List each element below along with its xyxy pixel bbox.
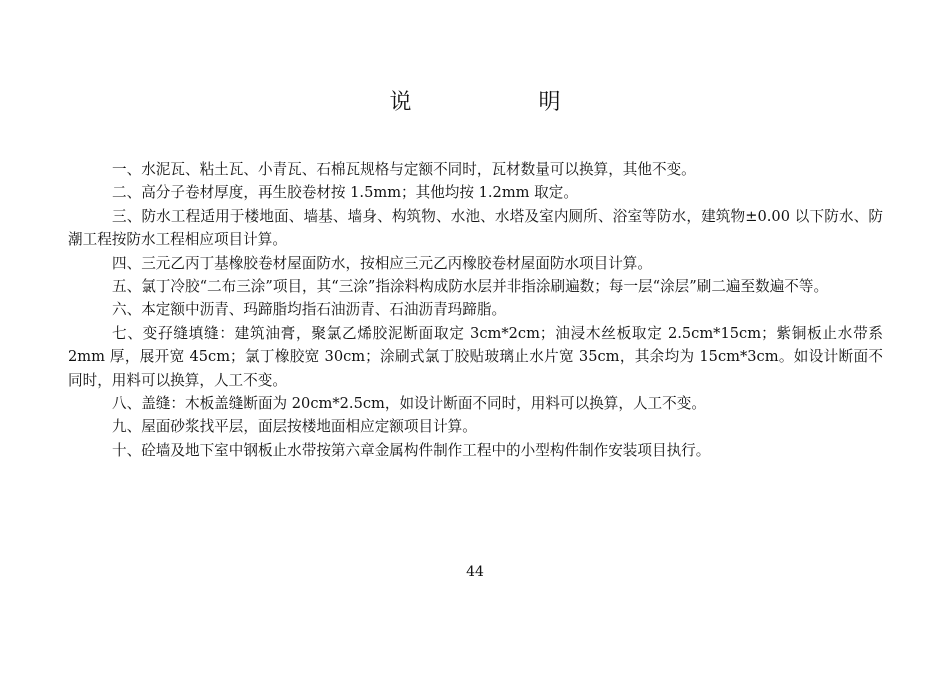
paragraph-2: 二、高分子卷材厚度，再生胶卷材按 1.5mm；其他均按 1.2mm 取定。 (112, 184, 578, 202)
paragraph-9: 九、屋面砂浆找平层，面层按楼地面相应定额项目计算。 (112, 418, 477, 436)
paragraph-8: 八、盖缝：木板盖缝断面为 20cm*2.5cm，如设计断面不同时，用料可以换算，人工不变。 (112, 395, 706, 413)
paragraph-10: 十、砼墙及地下室中钢板止水带按第六章金属构件制作工程中的小型构件制作安装项目执行。 (112, 441, 711, 459)
page-title: 说 明 (389, 90, 621, 115)
paragraph-1: 一、水泥瓦、粘土瓦、小青瓦、石棉瓦规格与定额不同时，瓦材数量可以换算，其他不变。 (112, 161, 696, 178)
page-number: 44 (466, 564, 484, 580)
paragraph-5: 五、氯丁冷胶“二布三涂”项目，其“三涂”指涂料构成防水层并非指涂刷遍数；每一层“涂层”刷二遍至数遍不等。 (112, 278, 829, 296)
paragraph-4: 四、三元乙丙丁基橡胶卷材屋面防水，按相应三元乙丙橡胶卷材屋面防水项目计算。 (112, 254, 652, 272)
paragraph-3: 三、防水工程适用于楼地面、墙基、墙身、构筑物、水池、水塔及室内厕所、浴室等防水，建筑物±0.00 以下防水、防潮工程按防水工程相应项目计算。 (68, 207, 883, 249)
paragraph-6: 六、本定额中沥青、玛蹄脂均指石油沥青、石油沥青玛蹄脂。 (112, 301, 507, 319)
explanation-body (68, 158, 883, 462)
paragraph-7: 七、变孖缝填缝：建筑油膏，聚氯乙烯胶泥断面取定 3cm*2cm；油浸木丝板取定 2.5cm*15cm；紫铜板止水带系 2mm 厚，展开宽 45cm；氯丁橡胶宽 30cm；涂刷式氯丁胶贴玻璃止水片宽 35cm，其余均为 15cm*3cm。如设计断面不同时，用料可以换算，人工不变。 (68, 324, 883, 389)
